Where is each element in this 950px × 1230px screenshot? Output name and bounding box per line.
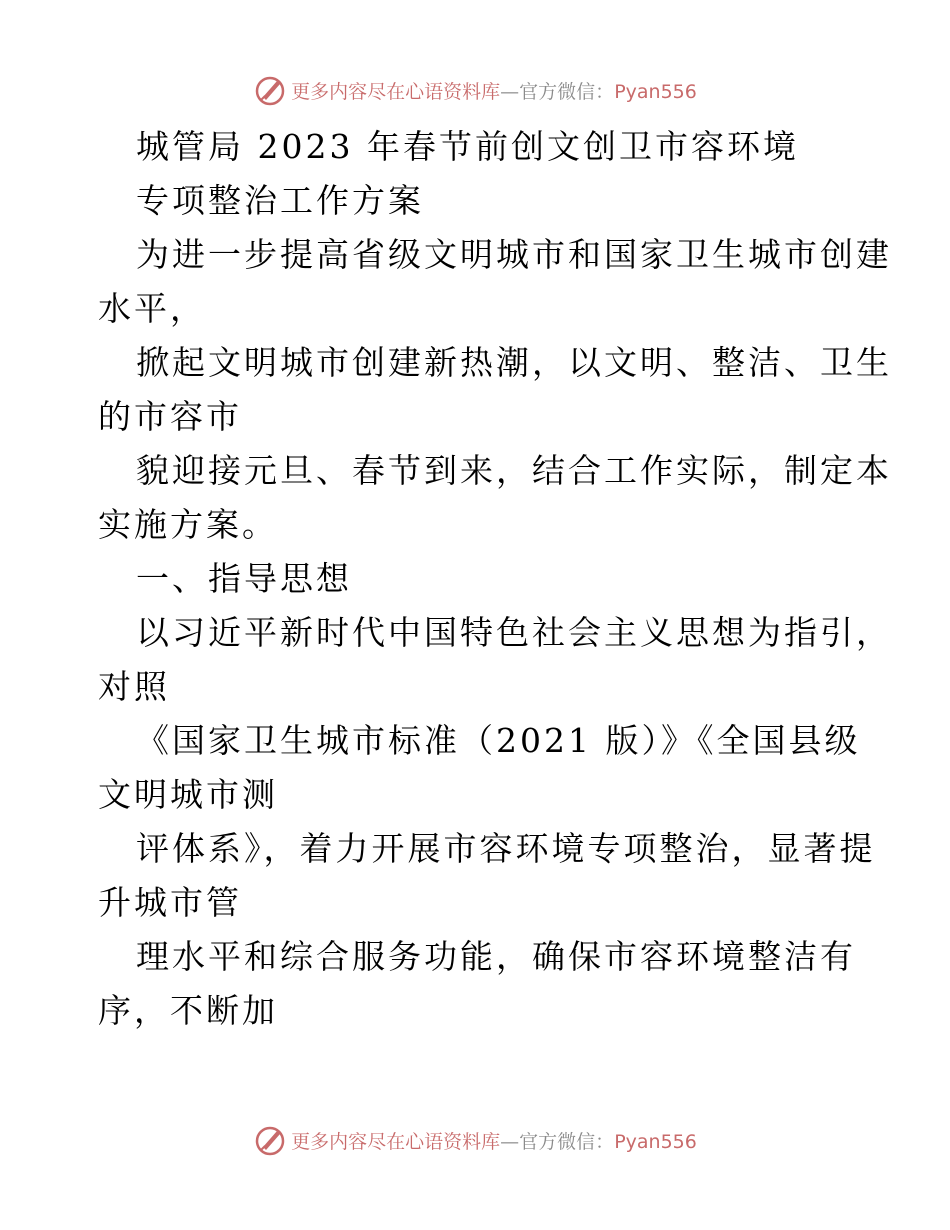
document-line: 理水平和综合服务功能，确保市容环境整洁有 xyxy=(136,937,856,976)
document-line: 《国家卫生城市标准（2021 版）》《全国县级 xyxy=(136,721,861,760)
document-line: 升城市管 xyxy=(98,883,242,922)
document-line: 文明城市测 xyxy=(98,775,278,814)
watermark-text xyxy=(291,1127,697,1154)
document-line: 对照 xyxy=(98,667,170,706)
quill-seal-icon xyxy=(253,1123,287,1157)
watermark-wechat-label: 官方微信： xyxy=(519,1130,615,1153)
watermark-wechat-id: Pyan556 xyxy=(614,80,697,103)
watermark-wechat-id: Pyan556 xyxy=(614,1130,697,1153)
document-line: 以习近平新时代中国特色社会主义思想为指引， xyxy=(136,613,892,652)
document-line: 实施方案。 xyxy=(98,505,278,544)
watermark-separator: — xyxy=(500,1130,520,1153)
watermark-brand: 更多内容尽在心语资料库 xyxy=(291,1130,501,1153)
document-line: 序，不断加 xyxy=(98,991,278,1030)
document-line: 一、指导思想 xyxy=(136,559,352,598)
document-line: 掀起文明城市创建新热潮，以文明、整洁、卫生 xyxy=(136,343,892,382)
watermark-brand: 更多内容尽在心语资料库 xyxy=(291,80,501,103)
watermark-wechat-label: 官方微信： xyxy=(519,80,615,103)
watermark-separator: — xyxy=(500,80,520,103)
document-line: 水平， xyxy=(98,289,206,328)
document-line: 貌迎接元旦、春节到来，结合工作实际，制定本 xyxy=(136,451,892,490)
document-body xyxy=(98,120,892,1038)
watermark-banner-top xyxy=(0,70,950,110)
document-line: 专项整治工作方案 xyxy=(136,181,424,220)
document-line: 为进一步提高省级文明城市和国家卫生城市创建 xyxy=(136,235,892,274)
document-line: 城管局 2023 年春节前创文创卫市容环境 xyxy=(136,127,799,166)
watermark-banner-bottom xyxy=(0,1120,950,1160)
document-line: 评体系》，着力开展市容环境专项整治，显著提 xyxy=(136,829,876,868)
document-line: 的市容市 xyxy=(98,397,242,436)
quill-seal-icon xyxy=(253,73,287,107)
watermark-text xyxy=(291,77,697,104)
